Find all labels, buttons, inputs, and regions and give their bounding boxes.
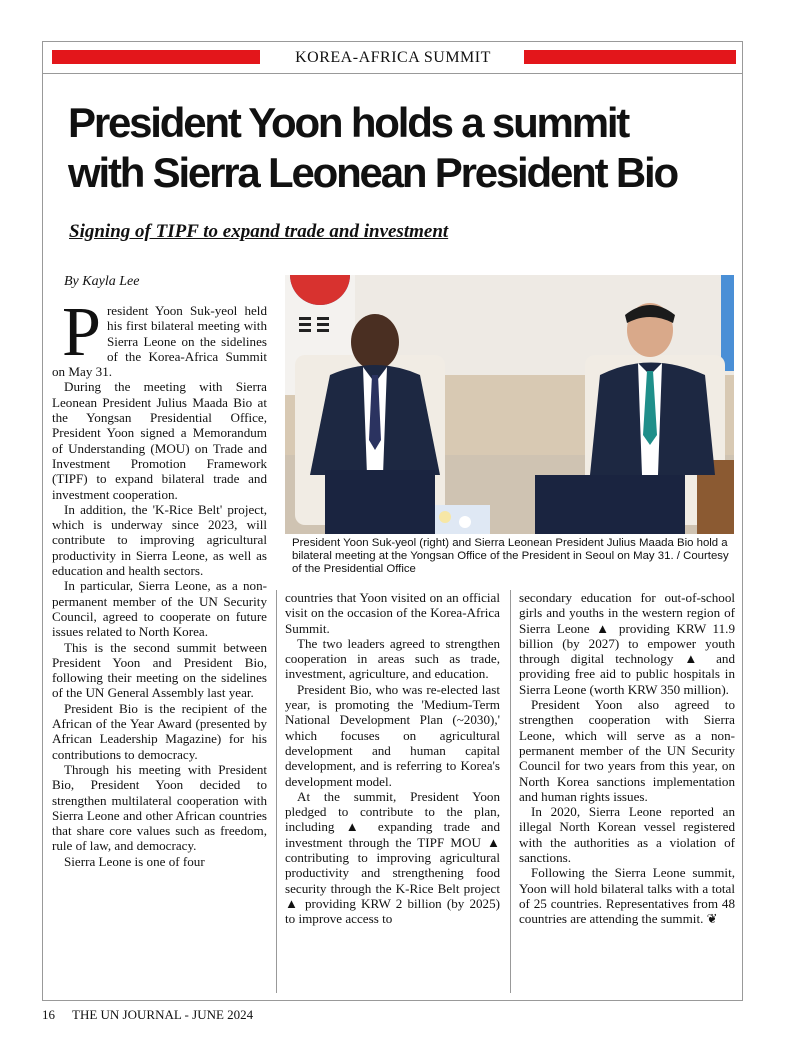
- banner-bar-right: [524, 50, 736, 64]
- paragraph: countries that Yoon visited on an official visit on the occasion of the Korea-Africa Summit.: [285, 590, 500, 636]
- paragraph: In particular, Sierra Leone, as a non-permanent member of the UN Security Council, agreed to cooperate on future issues related to North Korea.: [52, 578, 267, 640]
- paragraph: This is the second summit between President Yoon and President Bio, following their meeting on the sidelines of the UN General Assembly last year.: [52, 639, 267, 701]
- paragraph: In addition, the 'K-Rice Belt' project, which is underway since 2023, will contribute to improving agricultural productivity in Sierra Leone, as well as education and health sectors.: [52, 501, 267, 579]
- paragraph: President Yoon also agreed to strengthen cooperation with Sierra Leone, which will serve as a non-permanent member of the UN Security Council for two years from this year, on North Korea sanctions implementation and human rights issues.: [519, 697, 735, 804]
- paragraph-text: Following the Sierra Leone summit, Yoon will hold bilateral talks with a total of 25 countries. Representatives from 48 countries are attending the summit.: [519, 865, 735, 927]
- article-column-1: [52, 294, 267, 869]
- paragraph: During the meeting with Sierra Leonean President Julius Maada Bio at the Yongsan Presidential Office, President Yoon signed a Memorandum of Understanding (MOU) on Trade and Investment Promotion Framework (TIPF) to expand bilateral trade and investment cooperation.: [52, 379, 267, 502]
- headline-line-1: President Yoon holds a summit: [68, 99, 629, 146]
- paragraph: [519, 865, 735, 926]
- byline: By Kayla Lee: [64, 274, 140, 289]
- summit-photo-illustration: [285, 275, 734, 534]
- paragraph: resident Yoon Suk-yeol held his first bilateral meeting with Sierra Leone on the sidelines of the Korea-Africa Summit on May 31.: [52, 303, 267, 380]
- paragraph: secondary education for out-of-school girls and youths in the western region of Sierra Leone ▲ providing KRW 11.9 billion (by 2027) to empower youth through digital technology ▲ and providing free aid to public hospitals in Sierra Leone (worth KRW 350 million).: [519, 590, 735, 697]
- paragraph: Sierra Leone is one of four: [64, 853, 205, 869]
- paragraph: President Bio is the recipient of the African of the Year Award (presented by African Leadership Magazine) for his contributions to democracy.: [52, 700, 267, 762]
- section-banner: [52, 48, 736, 68]
- photo-caption: President Yoon Suk-yeol (right) and Sierra Leonean President Julius Maada Bio hold a bilateral meeting at the Yongsan Office of the President in Seoul on May 31. / Courtesy of the Presidential Office: [292, 537, 729, 575]
- page-number: 16: [42, 1007, 55, 1022]
- section-label: KOREA-AFRICA SUMMIT: [295, 49, 491, 66]
- paragraph: The two leaders agreed to strengthen cooperation in areas such as trade, investment, agriculture, and education.: [285, 635, 500, 682]
- article-column-2: [285, 590, 500, 927]
- drop-cap: P: [62, 294, 101, 371]
- publication-name: THE UN JOURNAL - JUNE 2024: [72, 1007, 254, 1022]
- column-divider: [510, 590, 511, 993]
- banner-bar-left: [52, 50, 260, 64]
- page-footer: [42, 1007, 253, 1023]
- column-divider: [276, 590, 277, 993]
- paragraph: Through his meeting with President Bio, President Yoon decided to strengthen multilateral cooperation with Sierra Leone and other African countries that share core values such as freedom, rule of law, and democracy.: [52, 761, 267, 854]
- paragraph: At the summit, President Yoon pledged to contribute to the plan, including ▲ expanding trade and investment through the TIPF MOU ▲ contributing to improving agricultural productivity and strengthening food security through the K-Rice Belt project ▲ providing KRW 2 billion (by 2025) to improve access to: [285, 788, 500, 927]
- headline-line-2: with Sierra Leonean President Bio: [68, 149, 677, 196]
- banner-rule: [42, 73, 743, 74]
- end-mark-icon: ❦: [706, 911, 718, 927]
- article-photo: [285, 275, 734, 534]
- headline: [68, 98, 738, 198]
- paragraph: President Bio, who was re-elected last year, is promoting the 'Medium-Term National Development Plan (~2030),' which focuses on agricultural development and human capital development, and is referring to Korea's development model.: [285, 681, 500, 789]
- article-column-3: [519, 590, 735, 927]
- paragraph: In 2020, Sierra Leone reported an illegal North Korean vessel registered with the authorities as a violation of sanctions.: [519, 804, 735, 866]
- subheadline: Signing of TIPF to expand trade and investment: [69, 221, 449, 242]
